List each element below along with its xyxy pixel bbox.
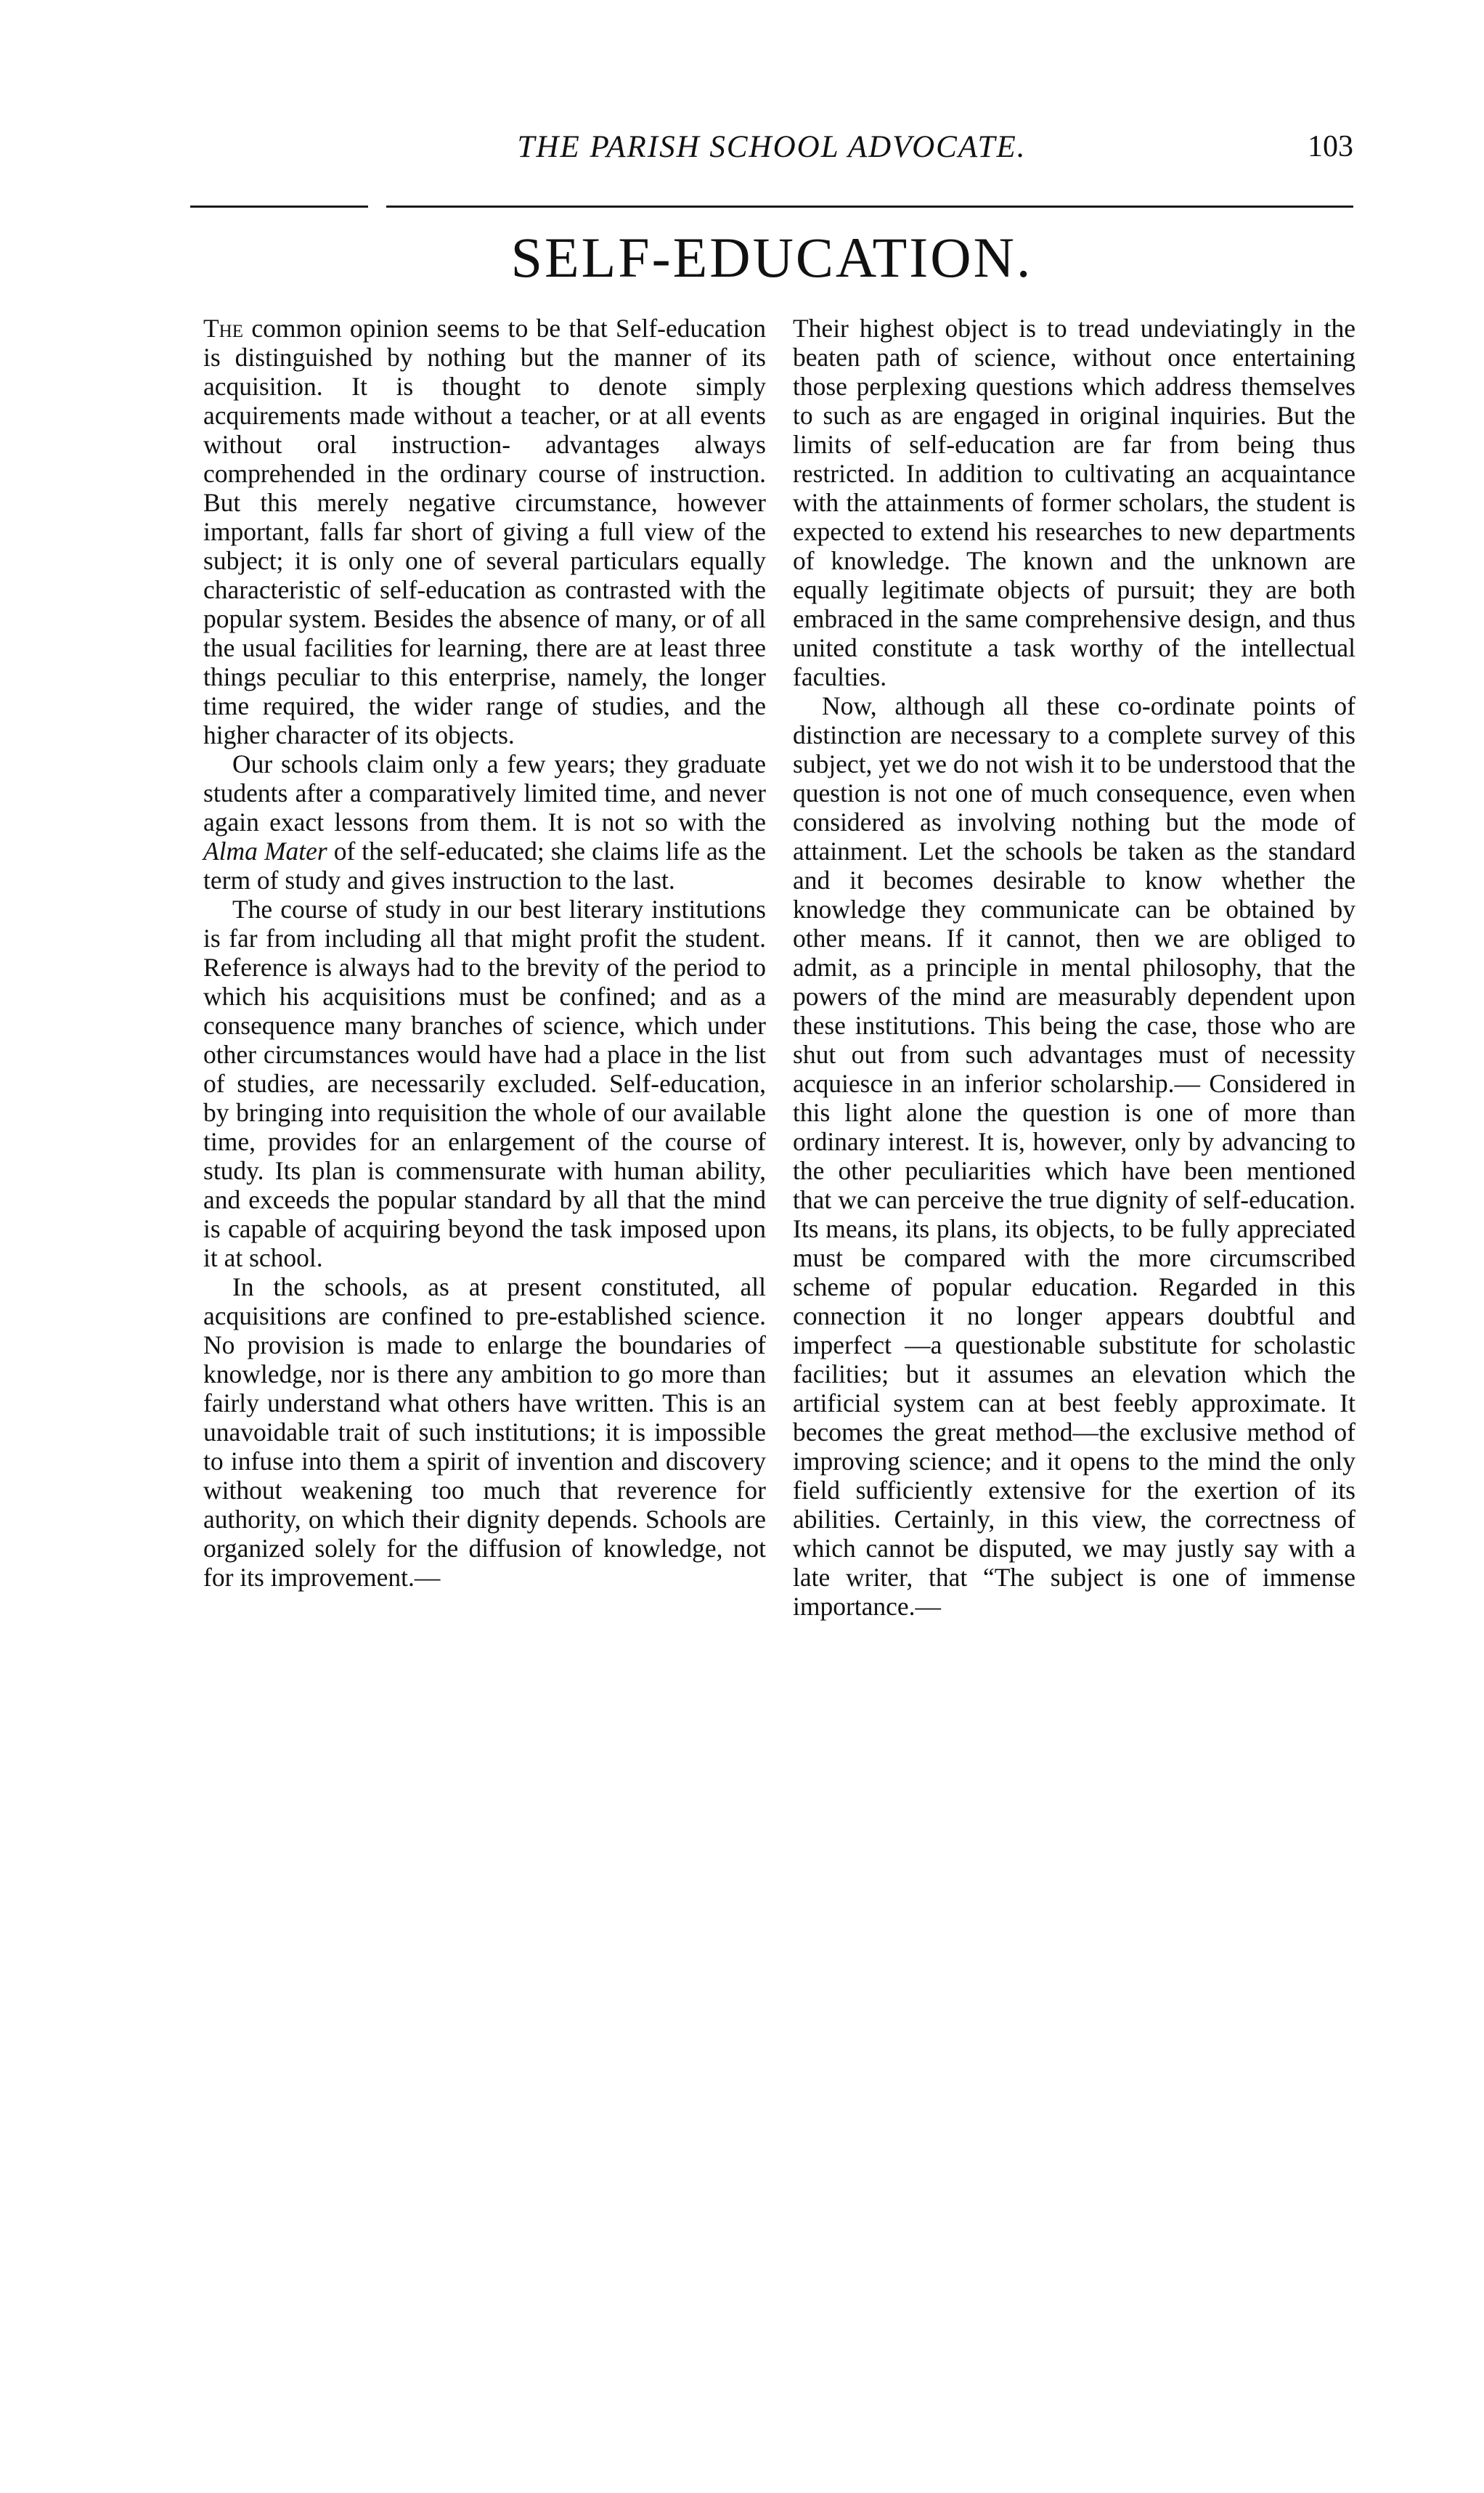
paragraph xyxy=(203,314,766,749)
paragraph-text: common opinion seems to be that Self-education is distinguished by nothing but the manner of its acquisition. It is thought to denote simply acquirements made without a teacher, or at all events without oral instruction- advantages always comprehended in the ordinary course of instruction. But this merely negative circumstance, however important, falls far short of giving a full view of the subject; it is only one of several particulars equally characteristic of self-education as contrasted with the popular system. Besides the absence of many, or of all the usual facilities for learning, there are at least three things peculiar to this enterprise, namely, the longer time required, the wider range of studies, and the higher character of its objects. xyxy=(203,314,766,749)
italic-phrase: Alma Mater xyxy=(203,837,327,866)
paragraph xyxy=(203,749,766,895)
article-body xyxy=(203,314,1358,2289)
drop-lead-word: The xyxy=(203,314,244,343)
page-number: 103 xyxy=(1308,130,1353,163)
paragraph: Their highest object is to tread undeviatingly in the beaten path of science, without once entertaining those perplexing questions which address themselves to such as are engaged in original inquiries. But the limits of self-education are far from being thus restricted. In addition to cultivating an acquaintance with the attainments of former scholars, the student is expected to extend his researches to new departments of knowledge. The known and the unknown are equally legitimate objects of pursuit; they are both embraced in the same comprehensive design, and thus united constitute a task worthy of the intellectual faculties. xyxy=(793,314,1355,691)
paragraph-text: Our schools claim only a few years; they graduate students after a comparatively limited time, and never again exact lessons from them. It is not so with the xyxy=(203,749,766,837)
paragraph: Now, although all these co-ordinate points of distinction are necessary to a complete survey of this subject, yet we do not wish it to be understood that the question is not one of much consequence, even when considered as involving nothing but the mode of attainment. Let the schools be taken as the standard and it becomes desirable to know whether the knowledge they communicate can be obtained by other means. If it cannot, then we are obliged to admit, as a principle in mental philosophy, that the powers of the mind are measurably dependent upon these institutions. This being the case, those who are shut out from such advantages must of necessity acquiesce in an inferior scholarship.— Considered in this light alone the question is one of more than ordinary interest. It is, however, only by advancing to the other peculiarities which have been mentioned that we can perceive the true dignity of self-education. Its means, its plans, its objects, to be fully appreciated must be compared with the more circumscribed scheme of popular education. Regarded in this connection it no longer appears doubtful and imperfect —a questionable substitute for scholastic facilities; but it assumes an elevation which the artificial system can at best feebly approximate. It becomes the great method—the exclusive method of improving science; and it opens to the mind the only field sufficiently extensive for the exertion of its abilities. Certainly, in this view, the correctness of which cannot be disputed, we may justly say with a late writer, that “The subject is one of immense importance.— xyxy=(793,691,1355,1621)
header-rule-left xyxy=(190,206,368,208)
right-column xyxy=(793,314,1355,1621)
left-column xyxy=(203,314,766,1592)
paragraph: The course of study in our best literary institutions is far from including all that might profit the student. Reference is always had to the brevity of the period to which his acquisitions must be confined; and as a consequence many branches of science, which under other circumstances would have had a place in the list of studies, are necessarily excluded. Self-education, by bringing into requisition the whole of our available time, provides for an enlargement of the course of study. Its plan is commensurate with human ability, and exceeds the popular standard by all that the mind is capable of acquiring beyond the task imposed upon it at school. xyxy=(203,895,766,1272)
running-title: THE PARISH SCHOOL ADVOCATE. xyxy=(517,130,1027,164)
paragraph: In the schools, as at present constituted, all acquisitions are confined to pre-established science. No provision is made to enlarge the boundaries of knowledge, nor is there any ambition to go more than fairly understand what others have written. This is an unavoidable trait of such institutions; it is impossible to infuse into them a spirit of invention and discovery without weakening too much that reverence for authority, on which their dignity depends. Schools are organized solely for the diffusion of knowledge, not for its improvement.— xyxy=(203,1272,766,1592)
header-rule-right xyxy=(386,206,1353,208)
paragraph-text: of the self-educated; she claims life as the term of study and gives instruction to the last. xyxy=(203,837,766,895)
article-title: SELF-EDUCATION. xyxy=(510,226,1033,289)
running-head xyxy=(190,129,1353,173)
